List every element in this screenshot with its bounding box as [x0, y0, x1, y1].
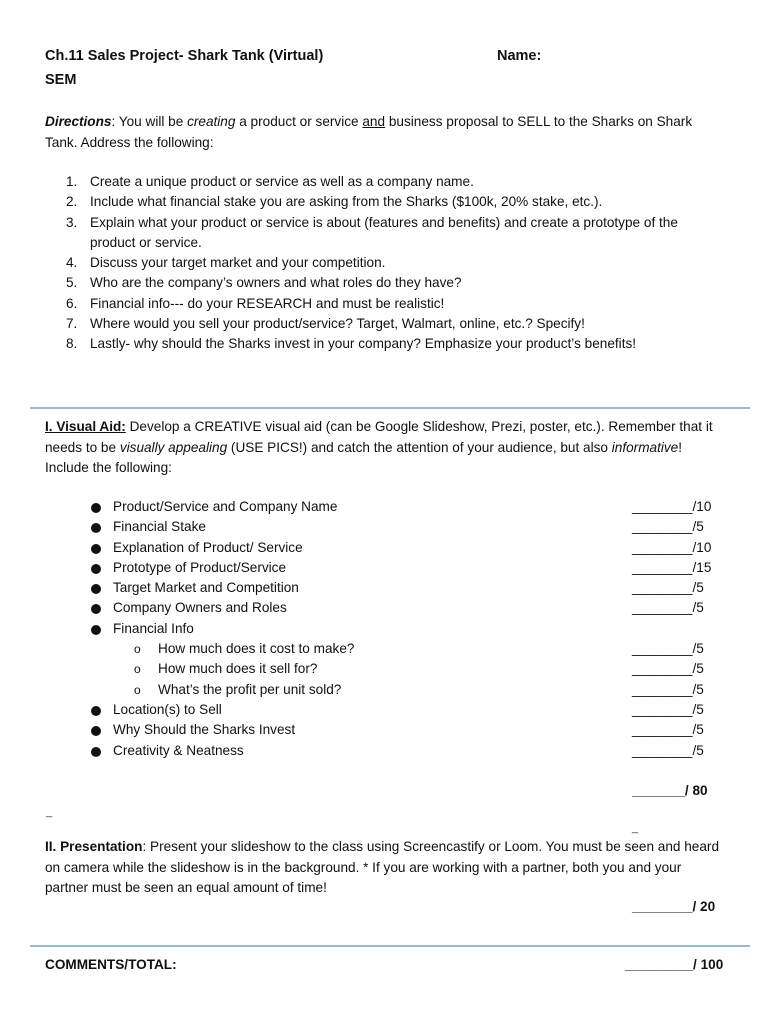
list-item — [66, 192, 726, 212]
bullet-icon — [91, 747, 101, 757]
stray-dash: _ — [632, 822, 639, 834]
list-item — [66, 172, 726, 192]
list-text: Create a unique product or service as well as a company name. — [90, 174, 474, 189]
section-divider — [30, 945, 750, 947]
visual-aid-text-3: ! Include the following: — [45, 439, 683, 475]
list-number: 7. — [66, 316, 78, 332]
rubric-item — [88, 538, 728, 558]
directions-text-2: a product or service — [235, 114, 363, 129]
list-text: Financial info--- do your RESEARCH and must be realistic! — [90, 295, 445, 311]
rubric-item-label: Explanation of Product/ Service — [113, 539, 303, 555]
rubric-item — [88, 720, 728, 740]
list-number: 1. — [66, 174, 78, 189]
directions-emphasis: creating — [187, 114, 236, 129]
bullet-icon — [91, 564, 101, 574]
sub-bullet-icon: o — [134, 662, 141, 677]
list-number: 3. — [66, 214, 78, 230]
rubric-item-label: Why Should the Sharks Invest — [113, 722, 296, 738]
stray-dash: _ — [46, 806, 53, 818]
directions-text-3: business proposal to SELL to the Sharks on Shark Tank. Address the following: — [45, 114, 693, 150]
list-number: 2. — [66, 194, 78, 210]
rubric-item-score: ________/10 — [632, 499, 712, 514]
comments-total-label: COMMENTS/TOTAL: — [45, 957, 177, 972]
presentation-label: II. Presentation — [45, 839, 143, 854]
bullet-icon — [91, 544, 101, 554]
rubric-item-label: How much does it cost to make? — [158, 641, 355, 657]
rubric-item — [88, 741, 728, 761]
rubric-item — [88, 639, 728, 659]
rubric-item-label: How much does it sell for? — [158, 661, 318, 677]
sub-bullet-icon: o — [134, 642, 141, 657]
bullet-icon — [91, 706, 101, 716]
rubric-item-score: ________/10 — [632, 539, 712, 555]
rubric-item-score: ________/5 — [632, 742, 704, 758]
list-text: Explain what your product or service is about (features and benefits) and create a prototype of the product or service. — [90, 214, 678, 250]
visual-aid-total: _______/ 80 — [632, 783, 708, 798]
directions-list — [66, 172, 726, 355]
bullet-icon — [91, 523, 101, 533]
visual-aid-paragraph — [45, 417, 725, 479]
bullet-icon — [91, 625, 101, 635]
directions-label: Directions — [45, 114, 112, 129]
worksheet-title: Ch.11 Sales Project- Shark Tank (Virtual) — [45, 48, 324, 64]
list-item — [66, 273, 726, 293]
visual-aid-text-2: (USE PICS!) and catch the attention of your audience, but also — [227, 439, 612, 455]
rubric-item — [88, 619, 728, 639]
directions-underline: and — [362, 114, 386, 129]
rubric-item — [88, 497, 728, 517]
presentation-paragraph — [45, 837, 725, 899]
rubric-item-label: Company Owners and Roles — [113, 600, 287, 616]
section-divider — [30, 407, 750, 409]
rubric-item — [88, 680, 728, 700]
directions-text-1: : You will be — [111, 114, 188, 129]
presentation-text: : Present your slideshow to the class using Screencastify or Loom. You must be seen and heard on camera while the slideshow is in the background. * If you are working with a partner, both you and your partner must be seen an equal amount of time! — [45, 839, 720, 895]
grand-total: _________/ 100 — [625, 957, 724, 972]
list-item — [66, 253, 726, 273]
rubric-item-label: Product/Service and Company Name — [113, 499, 338, 514]
rubric-item-score: ________/15 — [632, 559, 712, 575]
rubric-item-score: ________/5 — [632, 722, 704, 738]
rubric-item — [88, 517, 728, 537]
bullet-icon — [91, 726, 101, 736]
rubric-item-label: Prototype of Product/Service — [113, 559, 287, 575]
rubric-item-score: ________/5 — [632, 580, 704, 596]
list-text: Where would you sell your product/service? Target, Walmart, online, etc.? Specify! — [90, 316, 585, 332]
semester-label: SEM — [45, 72, 77, 88]
rubric-item-score: ________/5 — [632, 681, 704, 697]
sub-bullet-icon: o — [134, 682, 141, 697]
visual-aid-label: I. Visual Aid: — [45, 419, 126, 434]
rubric-item-score: ________/5 — [632, 661, 704, 677]
list-number: 6. — [66, 295, 78, 311]
rubric-item-score: ________/5 — [632, 641, 704, 657]
rubric-item-score: ________/5 — [632, 519, 704, 535]
rubric-item-label: Financial Info — [113, 620, 194, 636]
rubric-item-label: Target Market and Competition — [113, 580, 299, 596]
bullet-icon — [91, 503, 101, 513]
rubric-item-score: ________/5 — [632, 600, 704, 616]
presentation-total: ________/ 20 — [632, 899, 716, 914]
rubric-item-label: Creativity & Neatness — [113, 742, 244, 758]
list-item — [66, 294, 726, 314]
rubric-item — [88, 598, 728, 618]
rubric-item — [88, 578, 728, 598]
list-item — [66, 314, 726, 334]
rubric-item-label: Location(s) to Sell — [113, 701, 222, 717]
list-item — [66, 213, 726, 254]
rubric-item — [88, 558, 728, 578]
directions-paragraph — [45, 112, 725, 153]
visual-aid-text-1: Develop a CREATIVE visual aid (can be Google Slideshow, Prezi, poster, etc.). Remember that it needs to be — [45, 419, 713, 455]
list-number: 5. — [66, 275, 78, 291]
rubric-item — [88, 659, 728, 679]
rubric-item-label: What’s the profit per unit sold? — [158, 681, 342, 697]
list-text: Who are the company’s owners and what roles do they have? — [90, 275, 462, 291]
rubric-list — [88, 497, 728, 761]
list-text: Include what financial stake you are asking from the Sharks ($100k, 20% stake, etc.). — [90, 194, 603, 210]
visual-aid-emphasis-1: visually appealing — [119, 439, 228, 455]
name-label: Name: — [497, 48, 542, 64]
list-number: 8. — [66, 336, 78, 352]
rubric-item-score: ________/5 — [632, 701, 704, 717]
visual-aid-emphasis-2: informative — [611, 439, 679, 455]
rubric-item — [88, 700, 728, 720]
bullet-icon — [91, 584, 101, 594]
rubric-item-label: Financial Stake — [113, 519, 206, 535]
list-number: 4. — [66, 255, 78, 271]
list-item — [66, 334, 726, 354]
bullet-icon — [91, 604, 101, 614]
list-text: Discuss your target market and your competition. — [90, 255, 386, 271]
list-text: Lastly- why should the Sharks invest in your company? Emphasize your product’s benefits! — [90, 336, 637, 352]
